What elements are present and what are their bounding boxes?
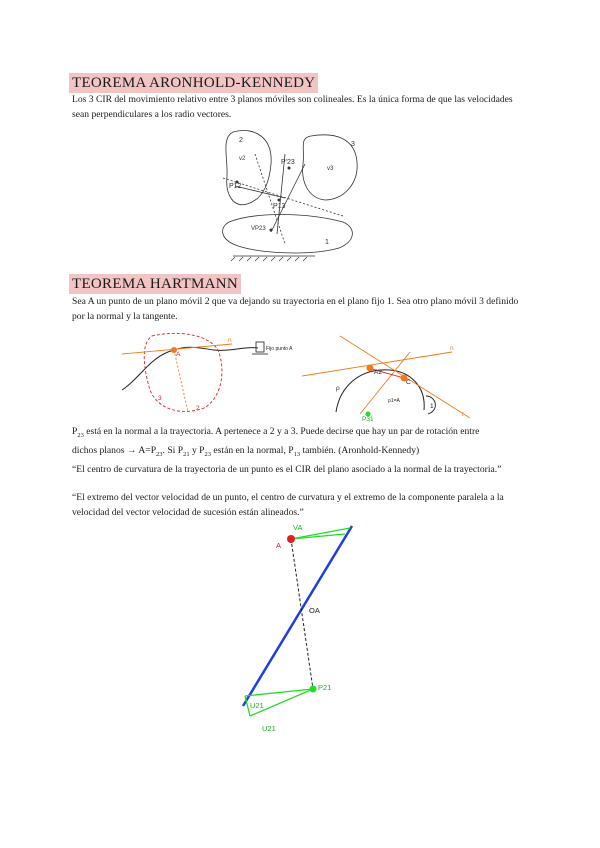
label-plane2-left: 2: [196, 405, 200, 412]
quote-curvature-center: “El centro de curvatura de la trayectoria de un punto es el CIR del plano asociado a la normal de la trayectoria.”: [72, 464, 502, 475]
label-p23: P'23: [281, 159, 295, 166]
section1-paragraph: Los 3 CIR del movimiento relativo entre 3 planos móviles son colineales. Es la única forma de que las velocidades sean perpendiculares a los radio vectores.: [72, 94, 513, 120]
label-plane3: 3: [351, 141, 355, 148]
label-t: t: [462, 411, 464, 418]
label-point-a: A: [276, 541, 282, 550]
label-plane1-right: 1: [430, 403, 434, 410]
label-p13: P13: [273, 203, 286, 210]
plane2-outline: [226, 130, 271, 204]
section-heading-hartmann: TEOREMA HARTMANN: [69, 274, 241, 294]
label-n-right: n: [450, 345, 454, 352]
label-n: n: [228, 337, 232, 344]
figure-velocity-diagram: [230, 520, 370, 745]
label-vp23: VP23: [251, 226, 266, 232]
label-plane1: 1: [325, 239, 329, 246]
label-plane3: 3: [158, 395, 162, 402]
label-u21-lower: U21: [262, 724, 276, 733]
label-c: C: [406, 379, 411, 386]
label-r1: ρ1=A: [388, 398, 400, 404]
label-va: VA: [293, 523, 303, 532]
figure-hartmann-left: [118, 330, 298, 418]
label-p21: P21: [318, 683, 332, 692]
va-vector-lower: [291, 534, 345, 539]
label-pr: ρ: [336, 385, 340, 392]
trajectory-curve: [122, 347, 258, 390]
label-v3: v3: [327, 166, 334, 172]
label-p12: P12: [229, 183, 242, 190]
plane2-outline: [144, 333, 222, 411]
figure-aronhold-kennedy: [215, 124, 360, 264]
label-a: A: [176, 351, 181, 358]
explanation-line-1: $P_{23}$ está en la normal a la trayectoria. A pertenece a 2 y a 3. Puede decirse que hay un par de rotación entre: [72, 426, 480, 439]
point-p21: [310, 686, 317, 693]
point-a: [287, 535, 295, 543]
label-a2: A2: [374, 369, 382, 376]
quote-velocity-alignment: “El extremo del vector velocidad de un punto, el centro de curvatura y el extremo de la componente paralela a la velocidad del vector velocidad de sucesión están alineados.”: [72, 492, 504, 518]
section2-paragraph: Sea A un punto de un plano móvil 2 que va dejando su trayectoria en el plano fijo 1. Sea otro plano móvil 3 definido por la normal y la tangente.: [72, 296, 519, 322]
figure-hartmann-right: [300, 330, 470, 422]
plane1-outline: [223, 215, 353, 253]
blue-line: [243, 526, 352, 706]
u21-vector-a: [245, 689, 313, 696]
label-v2: v2: [239, 156, 246, 162]
explanation-line-2: dichos planos → $A=P_{23}$. Si $P_{21}$ y $P_{23}$ están en la normal, $P_{13}$ también. (Aronhold-Kennedy): [72, 444, 420, 458]
hartmann-explanation: [72, 424, 532, 462]
label-plane2: 2: [239, 137, 243, 144]
section-heading-aronhold-kennedy: TEOREMA ARONHOLD-KENNEDY: [69, 73, 318, 93]
curvature-circle: [336, 370, 424, 412]
label-u21-upper: U21: [250, 701, 264, 710]
label-p31: P31: [362, 416, 374, 422]
label-oa: OA: [309, 606, 320, 615]
label-fijo: Fijo punto A: [266, 346, 293, 352]
